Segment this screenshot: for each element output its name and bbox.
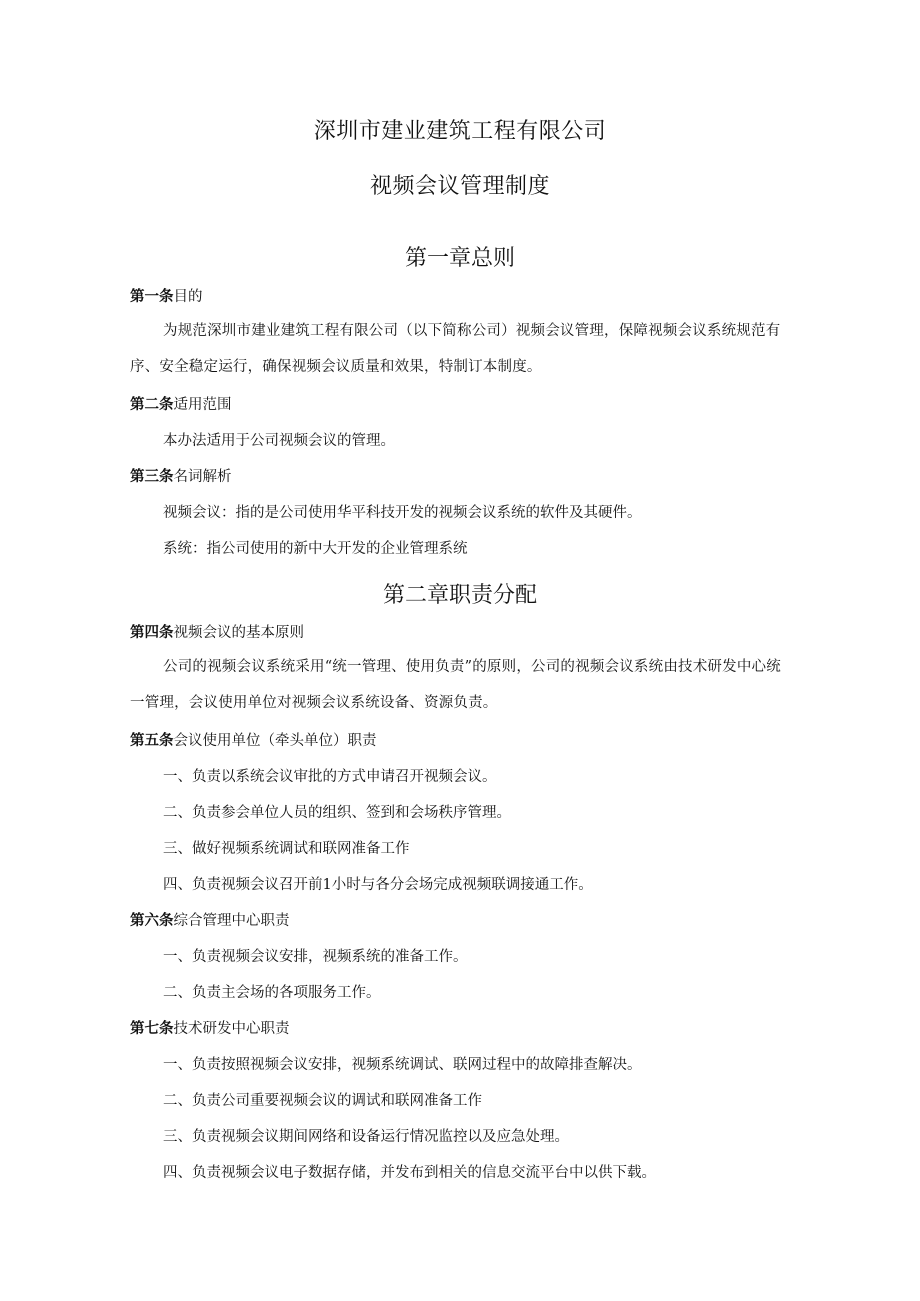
duty-item: 二、负责参会单位人员的组织、签到和会场秩序管理。 [163,805,511,821]
article-number: 第六条 [130,913,174,929]
duty-item: 三、负责视频会议期间网络和设备运行情况监控以及应急处理。 [163,1129,569,1145]
article-heading-text: 适用范围 [173,397,232,413]
definition-line: 视频会议：指的是公司使用华平科技开发的视频会议系统的软件及其硬件。 [163,505,642,521]
article-6-heading [130,909,290,930]
duty-item: 三、做好视频系统调试和联网准备工作 [163,841,410,857]
article-heading-text: 会议使用单位（牵头单位）职责 [173,733,377,749]
definition-line: 系统：指公司使用的新中大开发的企业管理系统 [163,541,468,557]
duty-item: 二、负责主会场的各项服务工作。 [163,985,381,1001]
article-heading-text: 名词解析 [173,469,232,485]
document-title: 视频会议管理制度 [369,174,550,199]
article-heading-text: 视频会议的基本原则 [173,625,304,641]
duty-item: 一、负责按照视频会议安排，视频系统调试、联网过程中的故障排查解决。 [163,1057,642,1073]
chapter-1-title: 第一章总则 [404,246,515,271]
article-1-heading [130,285,203,306]
article-number: 第四条 [130,625,174,641]
article-4-body: 公司的视频会议系统采用“统一管理、使用负责”的原则，公司的视频会议系统由技术研发中心统一管理，会议使用单位对视频会议系统设备、资源负责。 [130,659,781,711]
duty-item: 二、负责公司重要视频会议的调试和联网准备工作 [163,1093,482,1109]
article-number: 第七条 [130,1021,174,1037]
article-number: 第三条 [130,469,174,485]
article-number: 第五条 [130,733,174,749]
article-5-heading [130,729,377,750]
article-2-body: 本办法适用于公司视频会议的管理。 [163,433,395,449]
article-number: 第二条 [130,397,174,413]
article-3-heading [130,465,232,486]
article-heading-text: 综合管理中心职责 [173,913,290,929]
article-7-heading [130,1017,290,1038]
article-1-body: 为规范深圳市建业建筑工程有限公司（以下简称公司）视频会议管理，保障视频会议系统规范有序、安全稳定运行，确保视频会议质量和效果，特制订本制度。 [130,323,781,375]
article-2-heading [130,393,232,414]
duty-item: 四、负责视频会议电子数据存储，并发布到相关的信息交流平台中以供下载。 [163,1165,656,1181]
duty-item: 四、负责视频会议召开前1小时与各分会场完成视频联调接通工作。 [163,877,593,893]
article-heading-text: 技术研发中心职责 [173,1021,290,1037]
company-title: 深圳市建业建筑工程有限公司 [313,119,607,144]
article-4-heading [130,621,304,642]
article-number: 第一条 [130,289,174,305]
duty-item: 一、负责以系统会议审批的方式申请召开视频会议。 [163,769,497,785]
article-heading-text: 目的 [173,289,203,305]
chapter-2-title: 第二章职责分配 [382,583,537,608]
duty-item: 一、负责视频会议安排，视频系统的准备工作。 [163,949,468,965]
